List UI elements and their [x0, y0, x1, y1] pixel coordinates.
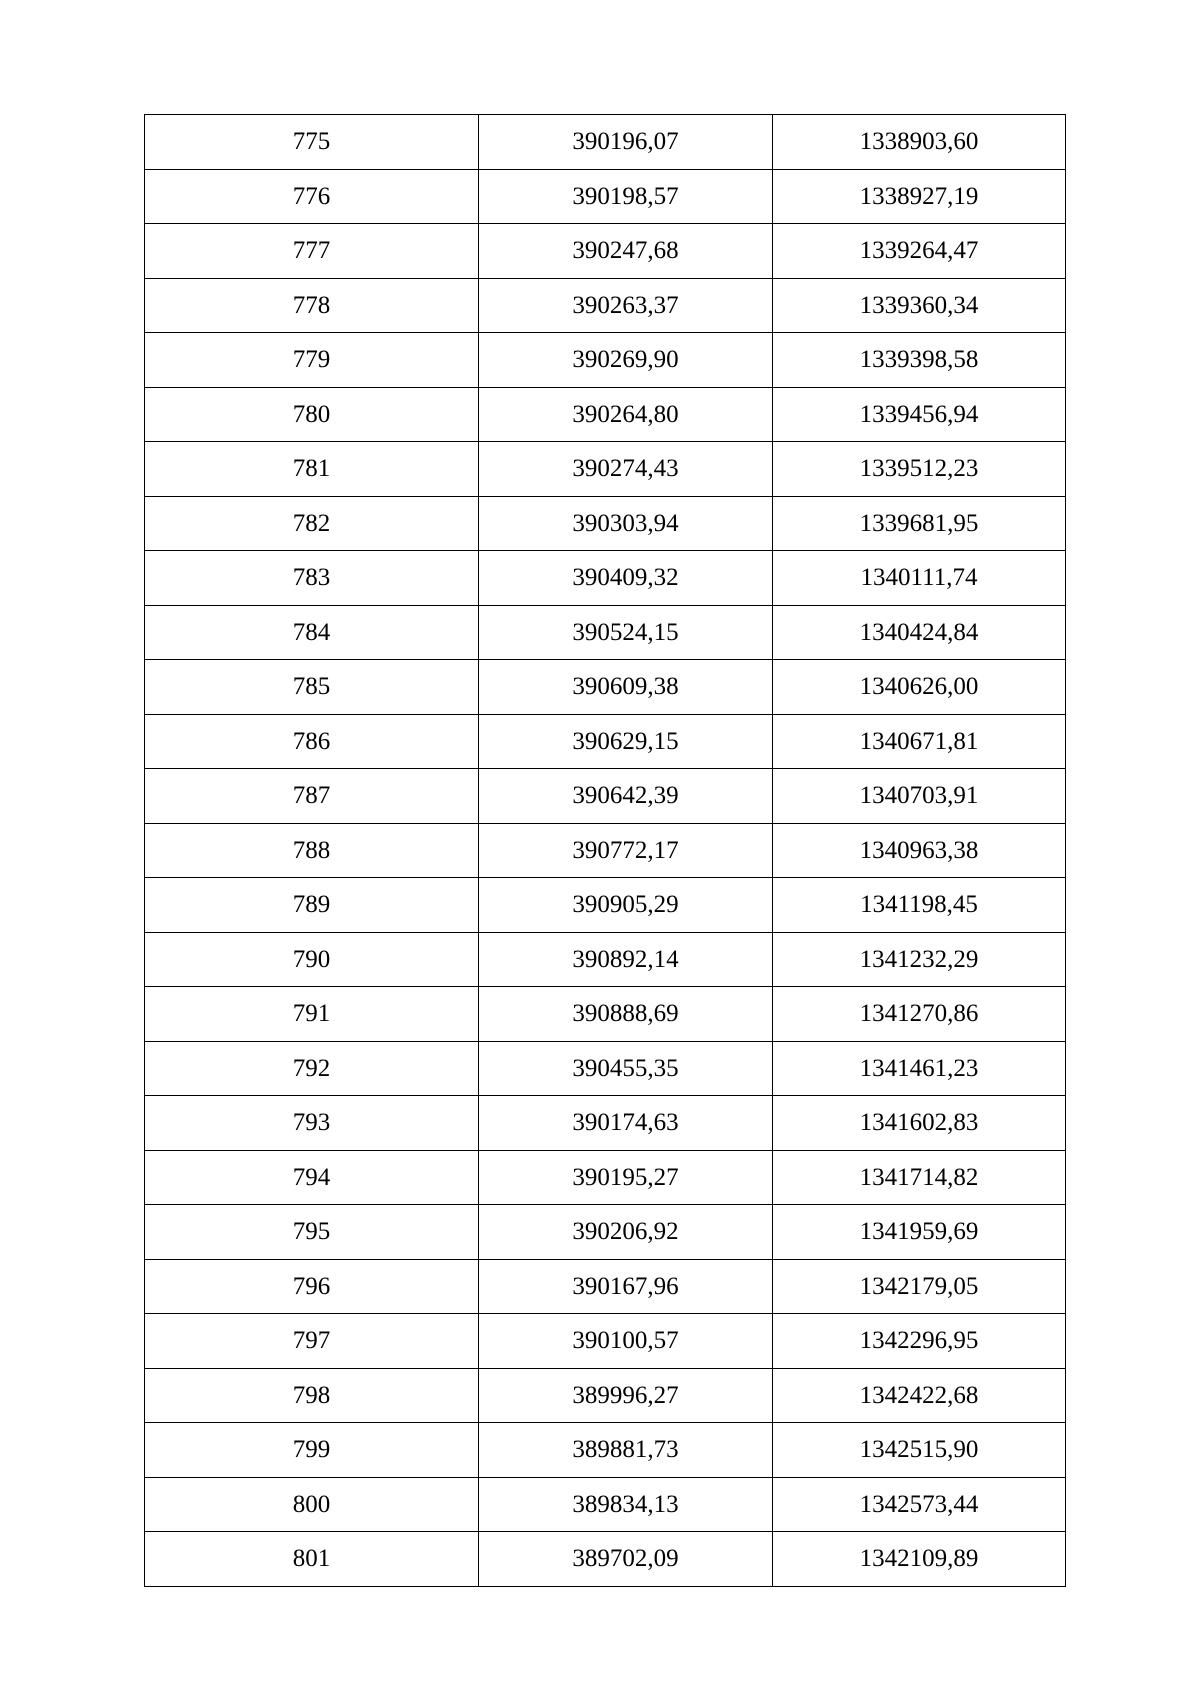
point-number-cell: 785 [145, 660, 479, 715]
table-row [145, 224, 1066, 279]
y-coordinate-cell: 1340671,81 [773, 714, 1066, 769]
y-coordinate-cell: 1339360,34 [773, 278, 1066, 333]
y-coordinate-cell: 1339512,23 [773, 442, 1066, 497]
table-row [145, 932, 1066, 987]
y-coordinate-cell: 1340963,38 [773, 823, 1066, 878]
y-coordinate-cell: 1342296,95 [773, 1314, 1066, 1369]
x-coordinate-cell: 390905,29 [479, 878, 773, 933]
x-coordinate-cell: 390174,63 [479, 1096, 773, 1151]
y-coordinate-cell: 1341270,86 [773, 987, 1066, 1042]
y-coordinate-cell: 1341461,23 [773, 1041, 1066, 1096]
point-number-cell: 788 [145, 823, 479, 878]
y-coordinate-cell: 1342109,89 [773, 1532, 1066, 1587]
table-row [145, 551, 1066, 606]
x-coordinate-cell: 390642,39 [479, 769, 773, 824]
table-row [145, 1150, 1066, 1205]
table-row [145, 442, 1066, 497]
point-number-cell: 797 [145, 1314, 479, 1369]
table-row [145, 1532, 1066, 1587]
x-coordinate-cell: 390524,15 [479, 605, 773, 660]
point-number-cell: 795 [145, 1205, 479, 1260]
x-coordinate-cell: 390263,37 [479, 278, 773, 333]
point-number-cell: 792 [145, 1041, 479, 1096]
point-number-cell: 776 [145, 169, 479, 224]
table-row [145, 1423, 1066, 1478]
y-coordinate-cell: 1340703,91 [773, 769, 1066, 824]
table-row [145, 878, 1066, 933]
y-coordinate-cell: 1341959,69 [773, 1205, 1066, 1260]
y-coordinate-cell: 1341602,83 [773, 1096, 1066, 1151]
table-row [145, 1205, 1066, 1260]
point-number-cell: 775 [145, 115, 479, 170]
y-coordinate-cell: 1339456,94 [773, 387, 1066, 442]
x-coordinate-cell: 390303,94 [479, 496, 773, 551]
x-coordinate-cell: 390247,68 [479, 224, 773, 279]
point-number-cell: 781 [145, 442, 479, 497]
point-number-cell: 798 [145, 1368, 479, 1423]
x-coordinate-cell: 390195,27 [479, 1150, 773, 1205]
y-coordinate-cell: 1341198,45 [773, 878, 1066, 933]
table-row [145, 660, 1066, 715]
table-row [145, 387, 1066, 442]
point-number-cell: 778 [145, 278, 479, 333]
y-coordinate-cell: 1341232,29 [773, 932, 1066, 987]
y-coordinate-cell: 1339264,47 [773, 224, 1066, 279]
table-row [145, 1368, 1066, 1423]
table-row [145, 987, 1066, 1042]
point-number-cell: 800 [145, 1477, 479, 1532]
x-coordinate-cell: 389881,73 [479, 1423, 773, 1478]
point-number-cell: 801 [145, 1532, 479, 1587]
y-coordinate-cell: 1342573,44 [773, 1477, 1066, 1532]
point-number-cell: 794 [145, 1150, 479, 1205]
point-number-cell: 787 [145, 769, 479, 824]
x-coordinate-cell: 390609,38 [479, 660, 773, 715]
x-coordinate-cell: 390198,57 [479, 169, 773, 224]
point-number-cell: 777 [145, 224, 479, 279]
x-coordinate-cell: 390269,90 [479, 333, 773, 388]
table-row [145, 115, 1066, 170]
table-row [145, 769, 1066, 824]
x-coordinate-cell: 389996,27 [479, 1368, 773, 1423]
x-coordinate-cell: 390264,80 [479, 387, 773, 442]
x-coordinate-cell: 390888,69 [479, 987, 773, 1042]
x-coordinate-cell: 390629,15 [479, 714, 773, 769]
point-number-cell: 779 [145, 333, 479, 388]
point-number-cell: 791 [145, 987, 479, 1042]
y-coordinate-cell: 1342179,05 [773, 1259, 1066, 1314]
point-number-cell: 786 [145, 714, 479, 769]
point-number-cell: 784 [145, 605, 479, 660]
y-coordinate-cell: 1340111,74 [773, 551, 1066, 606]
point-number-cell: 790 [145, 932, 479, 987]
point-number-cell: 799 [145, 1423, 479, 1478]
table-row [145, 1477, 1066, 1532]
x-coordinate-cell: 390167,96 [479, 1259, 773, 1314]
y-coordinate-cell: 1342422,68 [773, 1368, 1066, 1423]
point-number-cell: 780 [145, 387, 479, 442]
y-coordinate-cell: 1340626,00 [773, 660, 1066, 715]
x-coordinate-cell: 390274,43 [479, 442, 773, 497]
x-coordinate-cell: 390206,92 [479, 1205, 773, 1260]
table-row [145, 1096, 1066, 1151]
x-coordinate-cell: 390892,14 [479, 932, 773, 987]
y-coordinate-cell: 1340424,84 [773, 605, 1066, 660]
table-row [145, 278, 1066, 333]
table-row [145, 1314, 1066, 1369]
table-row [145, 496, 1066, 551]
x-coordinate-cell: 390100,57 [479, 1314, 773, 1369]
point-number-cell: 796 [145, 1259, 479, 1314]
table-row [145, 714, 1066, 769]
point-number-cell: 783 [145, 551, 479, 606]
x-coordinate-cell: 389834,13 [479, 1477, 773, 1532]
x-coordinate-cell: 390772,17 [479, 823, 773, 878]
point-number-cell: 782 [145, 496, 479, 551]
y-coordinate-cell: 1342515,90 [773, 1423, 1066, 1478]
y-coordinate-cell: 1341714,82 [773, 1150, 1066, 1205]
y-coordinate-cell: 1339681,95 [773, 496, 1066, 551]
point-number-cell: 789 [145, 878, 479, 933]
y-coordinate-cell: 1338903,60 [773, 115, 1066, 170]
x-coordinate-cell: 390196,07 [479, 115, 773, 170]
point-number-cell: 793 [145, 1096, 479, 1151]
x-coordinate-cell: 389702,09 [479, 1532, 773, 1587]
table-row [145, 333, 1066, 388]
x-coordinate-cell: 390455,35 [479, 1041, 773, 1096]
coordinates-table [144, 114, 1066, 1587]
table-row [145, 605, 1066, 660]
table-row [145, 169, 1066, 224]
coordinates-table-body [145, 115, 1066, 1587]
table-row [145, 1259, 1066, 1314]
x-coordinate-cell: 390409,32 [479, 551, 773, 606]
y-coordinate-cell: 1338927,19 [773, 169, 1066, 224]
table-row [145, 823, 1066, 878]
table-row [145, 1041, 1066, 1096]
y-coordinate-cell: 1339398,58 [773, 333, 1066, 388]
